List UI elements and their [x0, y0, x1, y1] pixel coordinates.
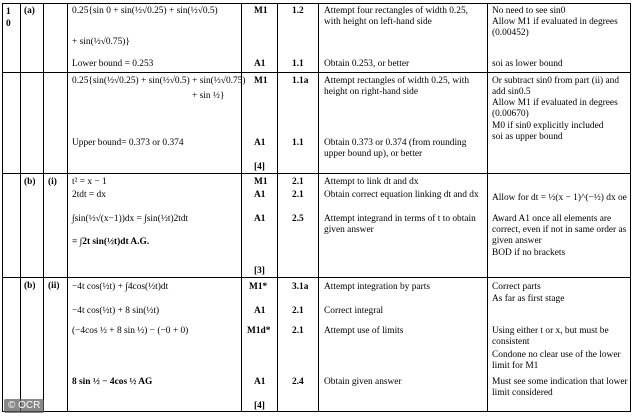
guidance-text: Correct integral: [324, 306, 384, 316]
answer-line: −4t cos(½t) + 8 sin(½t): [72, 306, 160, 316]
part-label: (a): [24, 6, 35, 16]
guidance-text: Attempt use of limits: [324, 326, 404, 336]
col-border-left: [2, 3, 3, 412]
col-divider-marks: [277, 3, 278, 412]
ao-code: 2.1: [292, 190, 304, 200]
guidance-text: Attempt four rectangles of width 0.25, with height on left-hand side: [324, 6, 468, 28]
guidance-text: Obtain given answer: [324, 377, 402, 387]
mark-a1: A1: [254, 306, 266, 316]
subpart-label: (i): [48, 177, 57, 187]
note-text: Condone no clear use of the lower limit for M1: [492, 350, 621, 372]
total-marks: [4]: [254, 162, 265, 172]
mark-m1-star: M1*: [249, 282, 268, 292]
ao-code: 2.5: [292, 214, 304, 224]
mark-m1d-star: M1d*: [247, 326, 271, 336]
question-number: 1 0: [6, 7, 11, 30]
col-border-right: [630, 3, 631, 412]
col-divider-ao: [318, 3, 319, 412]
answer-line: = ∫2t sin(½t)dt A.G.: [72, 237, 150, 247]
answer-upper-sum: 0.25{sin(½√0.25) + sin(½√0.5) + sin(½√0.75) + sin ½}: [72, 76, 246, 102]
note-text: soi as lower bound: [492, 59, 563, 69]
note-text: M0 if sin0 explicitly included: [492, 121, 604, 131]
total-marks: [4]: [254, 401, 265, 411]
subpart-label: (ii): [48, 281, 60, 291]
ao-code: 3.1a: [292, 282, 309, 292]
note-text: soi as upper bound: [492, 132, 563, 142]
note-text: Or subtract sin0 from part (ii) and add sin0.5: [492, 76, 620, 98]
note-text: Must see some indication that lower limit considered: [492, 377, 628, 399]
mark-a1: A1: [254, 59, 266, 69]
mark-m1: M1: [254, 177, 268, 187]
guidance-text: Attempt to link dt and dx: [324, 177, 419, 187]
ao-code: 1.1: [292, 59, 304, 69]
answer-line: −4t cos(½t) + ∫4cos(½t)dt: [72, 282, 169, 292]
row-divider-2: [2, 173, 631, 174]
col-divider-answer: [241, 3, 242, 412]
answer-upper-bound: Upper bound= 0.373 or 0.374: [72, 138, 184, 148]
note-text: Award A1 once all elements are correct, even if not in same order as given answer: [492, 214, 627, 247]
ao-code: 2.4: [292, 377, 304, 387]
guidance-text: Attempt integration by parts: [324, 282, 430, 292]
row-divider-1: [2, 72, 631, 73]
ao-code: 1.1a: [292, 76, 309, 86]
answer-lower-sum: 0.25{sin 0 + sin(½√0.25) + sin(½√0.5) + sin(½√0.75)}: [72, 6, 218, 48]
ao-code: 1.1: [292, 138, 304, 148]
note-text: As far as first stage: [492, 294, 565, 304]
guidance-text: Obtain 0.253, or better: [324, 59, 410, 69]
ao-code: 2.1: [292, 326, 304, 336]
answer-line: (−4cos ½ + 8 sin ½) − (−0 + 0): [72, 326, 189, 336]
answer-lower-bound: Lower bound = 0.253: [72, 59, 154, 69]
answer-line: 2tdt = dx: [72, 190, 106, 200]
ao-code: 2.1: [292, 306, 304, 316]
col-divider-part: [43, 3, 44, 412]
guidance-text: Obtain correct equation linking dt and dx: [324, 190, 479, 200]
mark-a1: A1: [254, 214, 266, 224]
row-divider-3: [2, 277, 631, 278]
guidance-text: Attempt rectangles of width 0.25, with height on right-hand side: [324, 76, 470, 98]
note-text: Allow for dt = ½(x − 1)^(−½) dx oe: [492, 193, 627, 203]
guidance-text: Attempt integrand in terms of t to obtain given answer: [324, 214, 476, 236]
answer-line: 8 sin ½ − 4cos ½ AG: [72, 377, 153, 387]
mark-a1: A1: [254, 138, 266, 148]
part-label: (b): [24, 177, 36, 187]
note-text: No need to see sin0: [492, 6, 566, 16]
note-text: Correct parts: [492, 282, 541, 292]
table-border-top: [2, 3, 631, 4]
ocr-watermark: © OCR: [4, 399, 44, 413]
note-text: Using either t or x, but must be consistent: [492, 326, 609, 348]
note-text: Allow M1 if evaluated in degrees (0.00670): [492, 98, 618, 120]
col-divider-sub: [67, 3, 68, 412]
total-marks: [3]: [254, 266, 265, 276]
mark-m1: M1: [254, 6, 268, 16]
note-text: Allow M1 if evaluated in degrees (0.00452): [492, 17, 618, 39]
mark-m1: M1: [254, 76, 268, 86]
answer-line: t² = x − 1: [72, 177, 107, 187]
guidance-text: Obtain 0.373 or 0.374 (from rounding upper bound up), or better: [324, 138, 467, 160]
part-label: (b): [24, 281, 36, 291]
mark-a1: A1: [254, 377, 266, 387]
ao-code: 1.2: [292, 6, 304, 16]
col-divider-guidance: [487, 3, 488, 412]
table-border-bottom: [2, 411, 631, 412]
ao-code: 2.1: [292, 177, 304, 187]
col-divider-qnum: [20, 3, 21, 412]
mark-a1: A1: [254, 190, 266, 200]
answer-line: ∫sin(½√(x−1))dx = ∫sin(½t)2tdt: [72, 214, 189, 224]
note-text: BOD if no brackets: [492, 248, 566, 258]
